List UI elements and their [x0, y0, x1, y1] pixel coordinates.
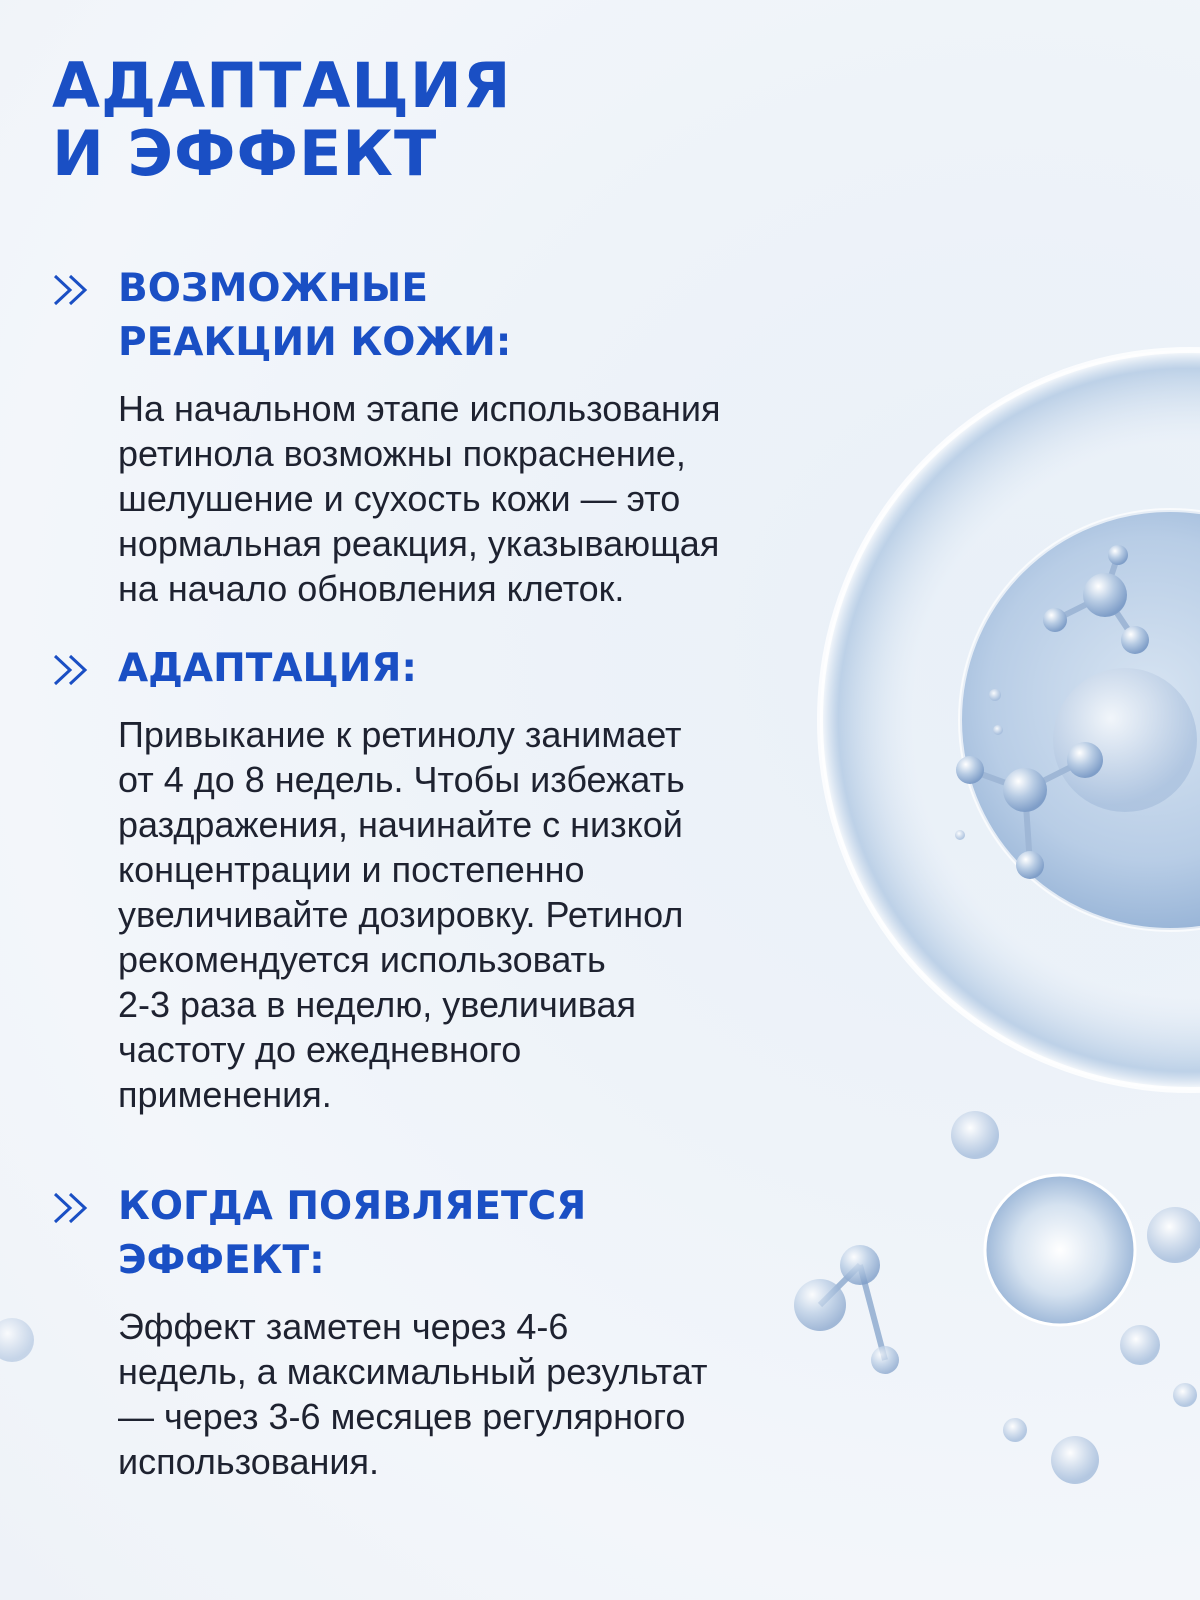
section-title-line: АДАПТАЦИЯ: — [118, 646, 417, 691]
text-line: Эффект заметен через 4-6 — [118, 1306, 569, 1347]
text-line: рекомендуется использовать — [118, 939, 606, 980]
text-line: нормальная реакция, указывающая — [118, 523, 720, 564]
section-title-line: РЕАКЦИИ КОЖИ: — [118, 320, 512, 365]
section-when-effect — [52, 1180, 812, 1484]
section-adaptation — [52, 642, 812, 1117]
page-title-line: АДАПТАЦИЯ — [52, 49, 512, 122]
text-line: от 4 до 8 недель. Чтобы избежать — [118, 759, 685, 800]
section-title-line: КОГДА ПОЯВЛЯЕТСЯ — [118, 1184, 587, 1229]
text-line: На начальном этапе использования — [118, 388, 721, 429]
double-chevron-right-icon — [52, 274, 92, 306]
section-text — [118, 386, 812, 611]
text-line: увеличивайте дозировку. Ретинол — [118, 894, 684, 935]
page-title-line: И ЭФФЕКТ — [52, 117, 438, 190]
section-title-line: ВОЗМОЖНЫЕ — [118, 266, 428, 311]
text-line: — через 3-6 месяцев регулярного — [118, 1396, 686, 1437]
text-line: на начало обновления клеток. — [118, 568, 625, 609]
text-line: недель, а максимальный результат — [118, 1351, 708, 1392]
section-skin-reactions — [52, 262, 812, 611]
text-line: 2-3 раза в неделю, увеличивая — [118, 984, 637, 1025]
section-title — [118, 262, 812, 370]
text-line: использования. — [118, 1441, 379, 1482]
text-line: частоту до ежедневного — [118, 1029, 522, 1070]
text-line: концентрации и постепенно — [118, 849, 585, 890]
text-line: ретинола возможны покраснение, — [118, 433, 686, 474]
section-title — [118, 642, 812, 696]
double-chevron-right-icon — [52, 1192, 92, 1224]
section-text — [118, 712, 812, 1117]
double-chevron-right-icon — [52, 654, 92, 686]
text-line: Привыкание к ретинолу занимает — [118, 714, 682, 755]
section-title-line: ЭФФЕКТ: — [118, 1238, 325, 1283]
text-line: раздражения, начинайте с низкой — [118, 804, 683, 845]
section-title — [118, 1180, 812, 1288]
text-line: применения. — [118, 1074, 332, 1115]
page-title — [52, 49, 512, 190]
text-line: шелушение и сухость кожи — это — [118, 478, 681, 519]
section-text — [118, 1304, 812, 1484]
